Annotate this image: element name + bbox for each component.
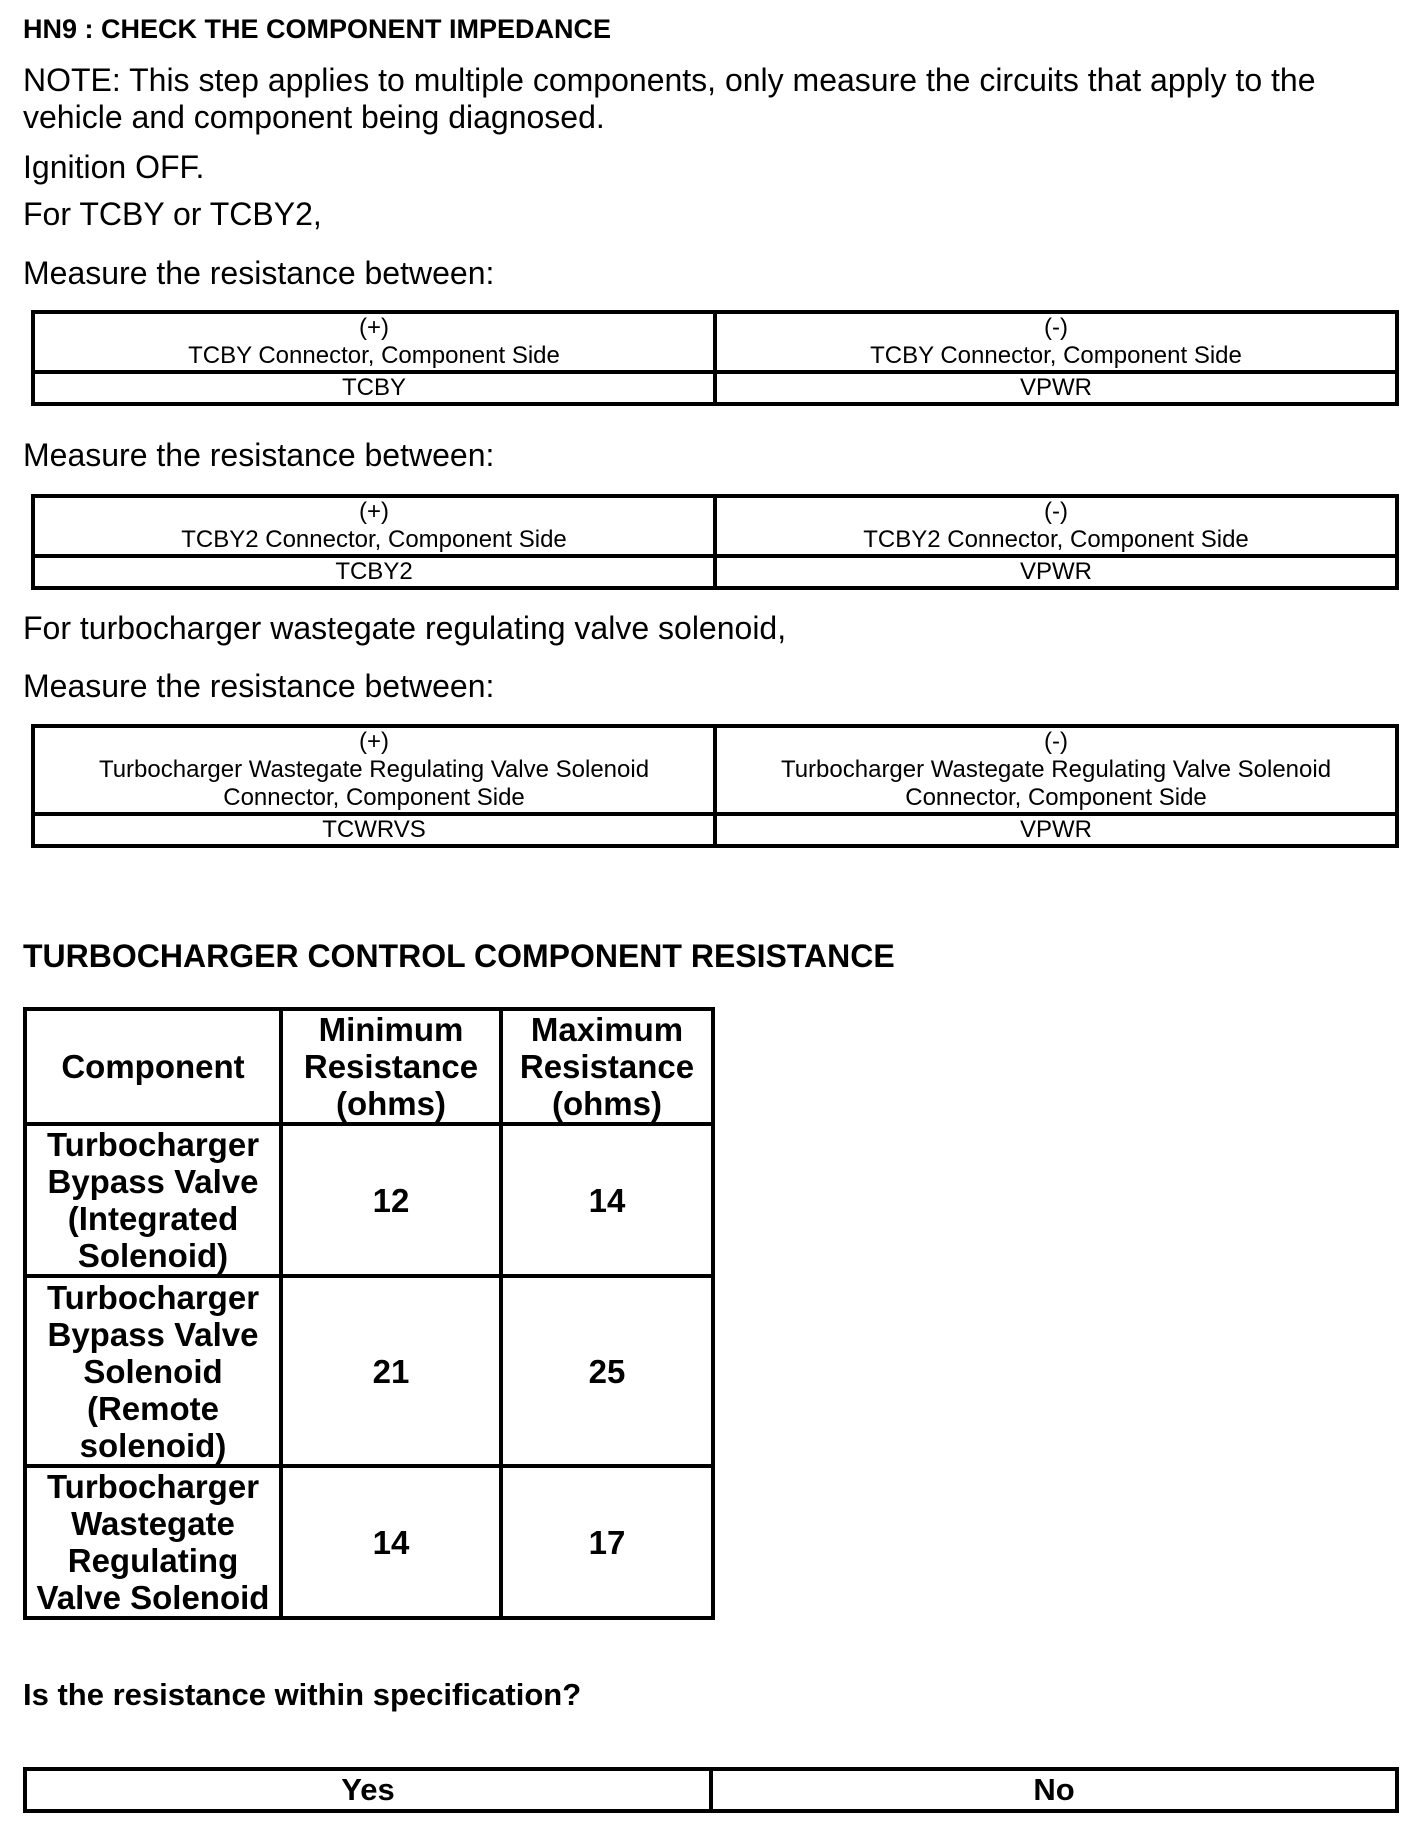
for-wastegate-text: For turbocharger wastegate regulating valve solenoid, [23, 610, 787, 646]
positive-connector-cell [33, 726, 715, 814]
positive-pin: TCBY2 [33, 556, 715, 588]
header-line: Resistance [303, 1048, 479, 1085]
spec-table-title: TURBOCHARGER CONTROL COMPONENT RESISTANCE [23, 938, 895, 974]
table-row [25, 1466, 713, 1618]
name-line: (Integrated [67, 1200, 239, 1237]
name-line: (Remote [86, 1389, 220, 1427]
name-line: Valve Solenoid [36, 1579, 270, 1616]
question-text: Is the resistance within specification? [23, 1677, 582, 1712]
positive-connector-cell [33, 496, 715, 556]
resistance-spec-table [23, 1007, 715, 1620]
component-name [25, 1276, 281, 1466]
positive-connector: TCBY Connector, Component Side [188, 342, 560, 369]
no-answer[interactable]: No [711, 1769, 1397, 1811]
name-line: Bypass Valve [47, 1163, 259, 1200]
negative-connector: Turbocharger Wastegate Regulating Valve Solenoid [780, 756, 1332, 783]
note-text: NOTE: This step applies to multiple components, only measure the circuits that apply to the vehicle and component being diagnosed. [23, 62, 1316, 135]
component-name [25, 1466, 281, 1618]
positive-pin: TCWRVS [33, 814, 715, 846]
negative-sign: (-) [1044, 498, 1068, 525]
name-line: solenoid) [79, 1426, 227, 1464]
measurement-table-wastegate [31, 724, 1399, 848]
max-resistance: 14 [501, 1124, 713, 1276]
min-resistance-header [281, 1009, 501, 1124]
header-line: Minimum [318, 1011, 464, 1048]
table-row [33, 496, 1397, 556]
ignition-text: Ignition OFF. [23, 149, 205, 185]
negative-pin: VPWR [715, 814, 1397, 846]
table-row [33, 312, 1397, 372]
positive-connector-line-2: Connector, Component Side [223, 784, 525, 811]
name-line: Turbocharger [46, 1278, 260, 1316]
table-row [25, 1769, 1397, 1811]
table-row [33, 726, 1397, 814]
step-title: HN9 : CHECK THE COMPONENT IMPEDANCE [23, 14, 612, 44]
negative-sign: (-) [1044, 314, 1068, 341]
header-line: (ohms) [336, 1085, 446, 1122]
measure-label-2: Measure the resistance between: [23, 437, 495, 473]
positive-sign: (+) [359, 314, 389, 341]
measurement-table-tcby2 [31, 494, 1399, 590]
positive-connector-cell [33, 312, 715, 372]
name-line: Turbocharger [46, 1468, 260, 1505]
max-resistance-header [501, 1009, 713, 1124]
for-tcby-text: For TCBY or TCBY2, [23, 196, 322, 232]
positive-sign: (+) [359, 498, 389, 525]
negative-connector-cell [715, 726, 1397, 814]
positive-sign: (+) [359, 728, 389, 755]
name-line: Solenoid [83, 1352, 223, 1390]
header-line: Maximum [530, 1011, 684, 1048]
table-row [25, 1124, 713, 1276]
negative-connector-cell [715, 496, 1397, 556]
negative-pin: VPWR [715, 556, 1397, 588]
negative-connector-line-2: Connector, Component Side [905, 784, 1207, 811]
negative-connector: TCBY2 Connector, Component Side [863, 526, 1249, 553]
max-resistance: 25 [501, 1276, 713, 1466]
table-row [33, 556, 1397, 588]
positive-connector: Turbocharger Wastegate Regulating Valve Solenoid [98, 756, 650, 783]
name-line: Wastegate [71, 1505, 235, 1542]
min-resistance: 14 [281, 1466, 501, 1618]
name-line: Regulating [67, 1542, 239, 1579]
yes-answer[interactable]: Yes [25, 1769, 711, 1811]
component-header: Component [25, 1009, 281, 1124]
measure-label-1: Measure the resistance between: [23, 255, 495, 291]
name-line: Bypass Valve [47, 1315, 259, 1353]
min-resistance: 12 [281, 1124, 501, 1276]
negative-pin: VPWR [715, 372, 1397, 404]
header-line: (ohms) [552, 1085, 662, 1122]
negative-sign: (-) [1044, 728, 1068, 755]
name-line: Solenoid) [77, 1237, 229, 1274]
min-resistance: 21 [281, 1276, 501, 1466]
positive-connector: TCBY2 Connector, Component Side [181, 526, 567, 553]
component-name [25, 1124, 281, 1276]
header-line: Resistance [519, 1048, 695, 1085]
max-resistance: 17 [501, 1466, 713, 1618]
measurement-table-tcby [31, 310, 1399, 406]
name-line: Turbocharger [46, 1126, 260, 1163]
table-row [33, 372, 1397, 404]
answer-table [23, 1767, 1399, 1813]
negative-connector-cell [715, 312, 1397, 372]
table-row [33, 814, 1397, 846]
header-row [25, 1009, 713, 1124]
negative-connector: TCBY Connector, Component Side [870, 342, 1242, 369]
positive-pin: TCBY [33, 372, 715, 404]
measure-label-3: Measure the resistance between: [23, 668, 495, 704]
table-row [25, 1276, 713, 1466]
